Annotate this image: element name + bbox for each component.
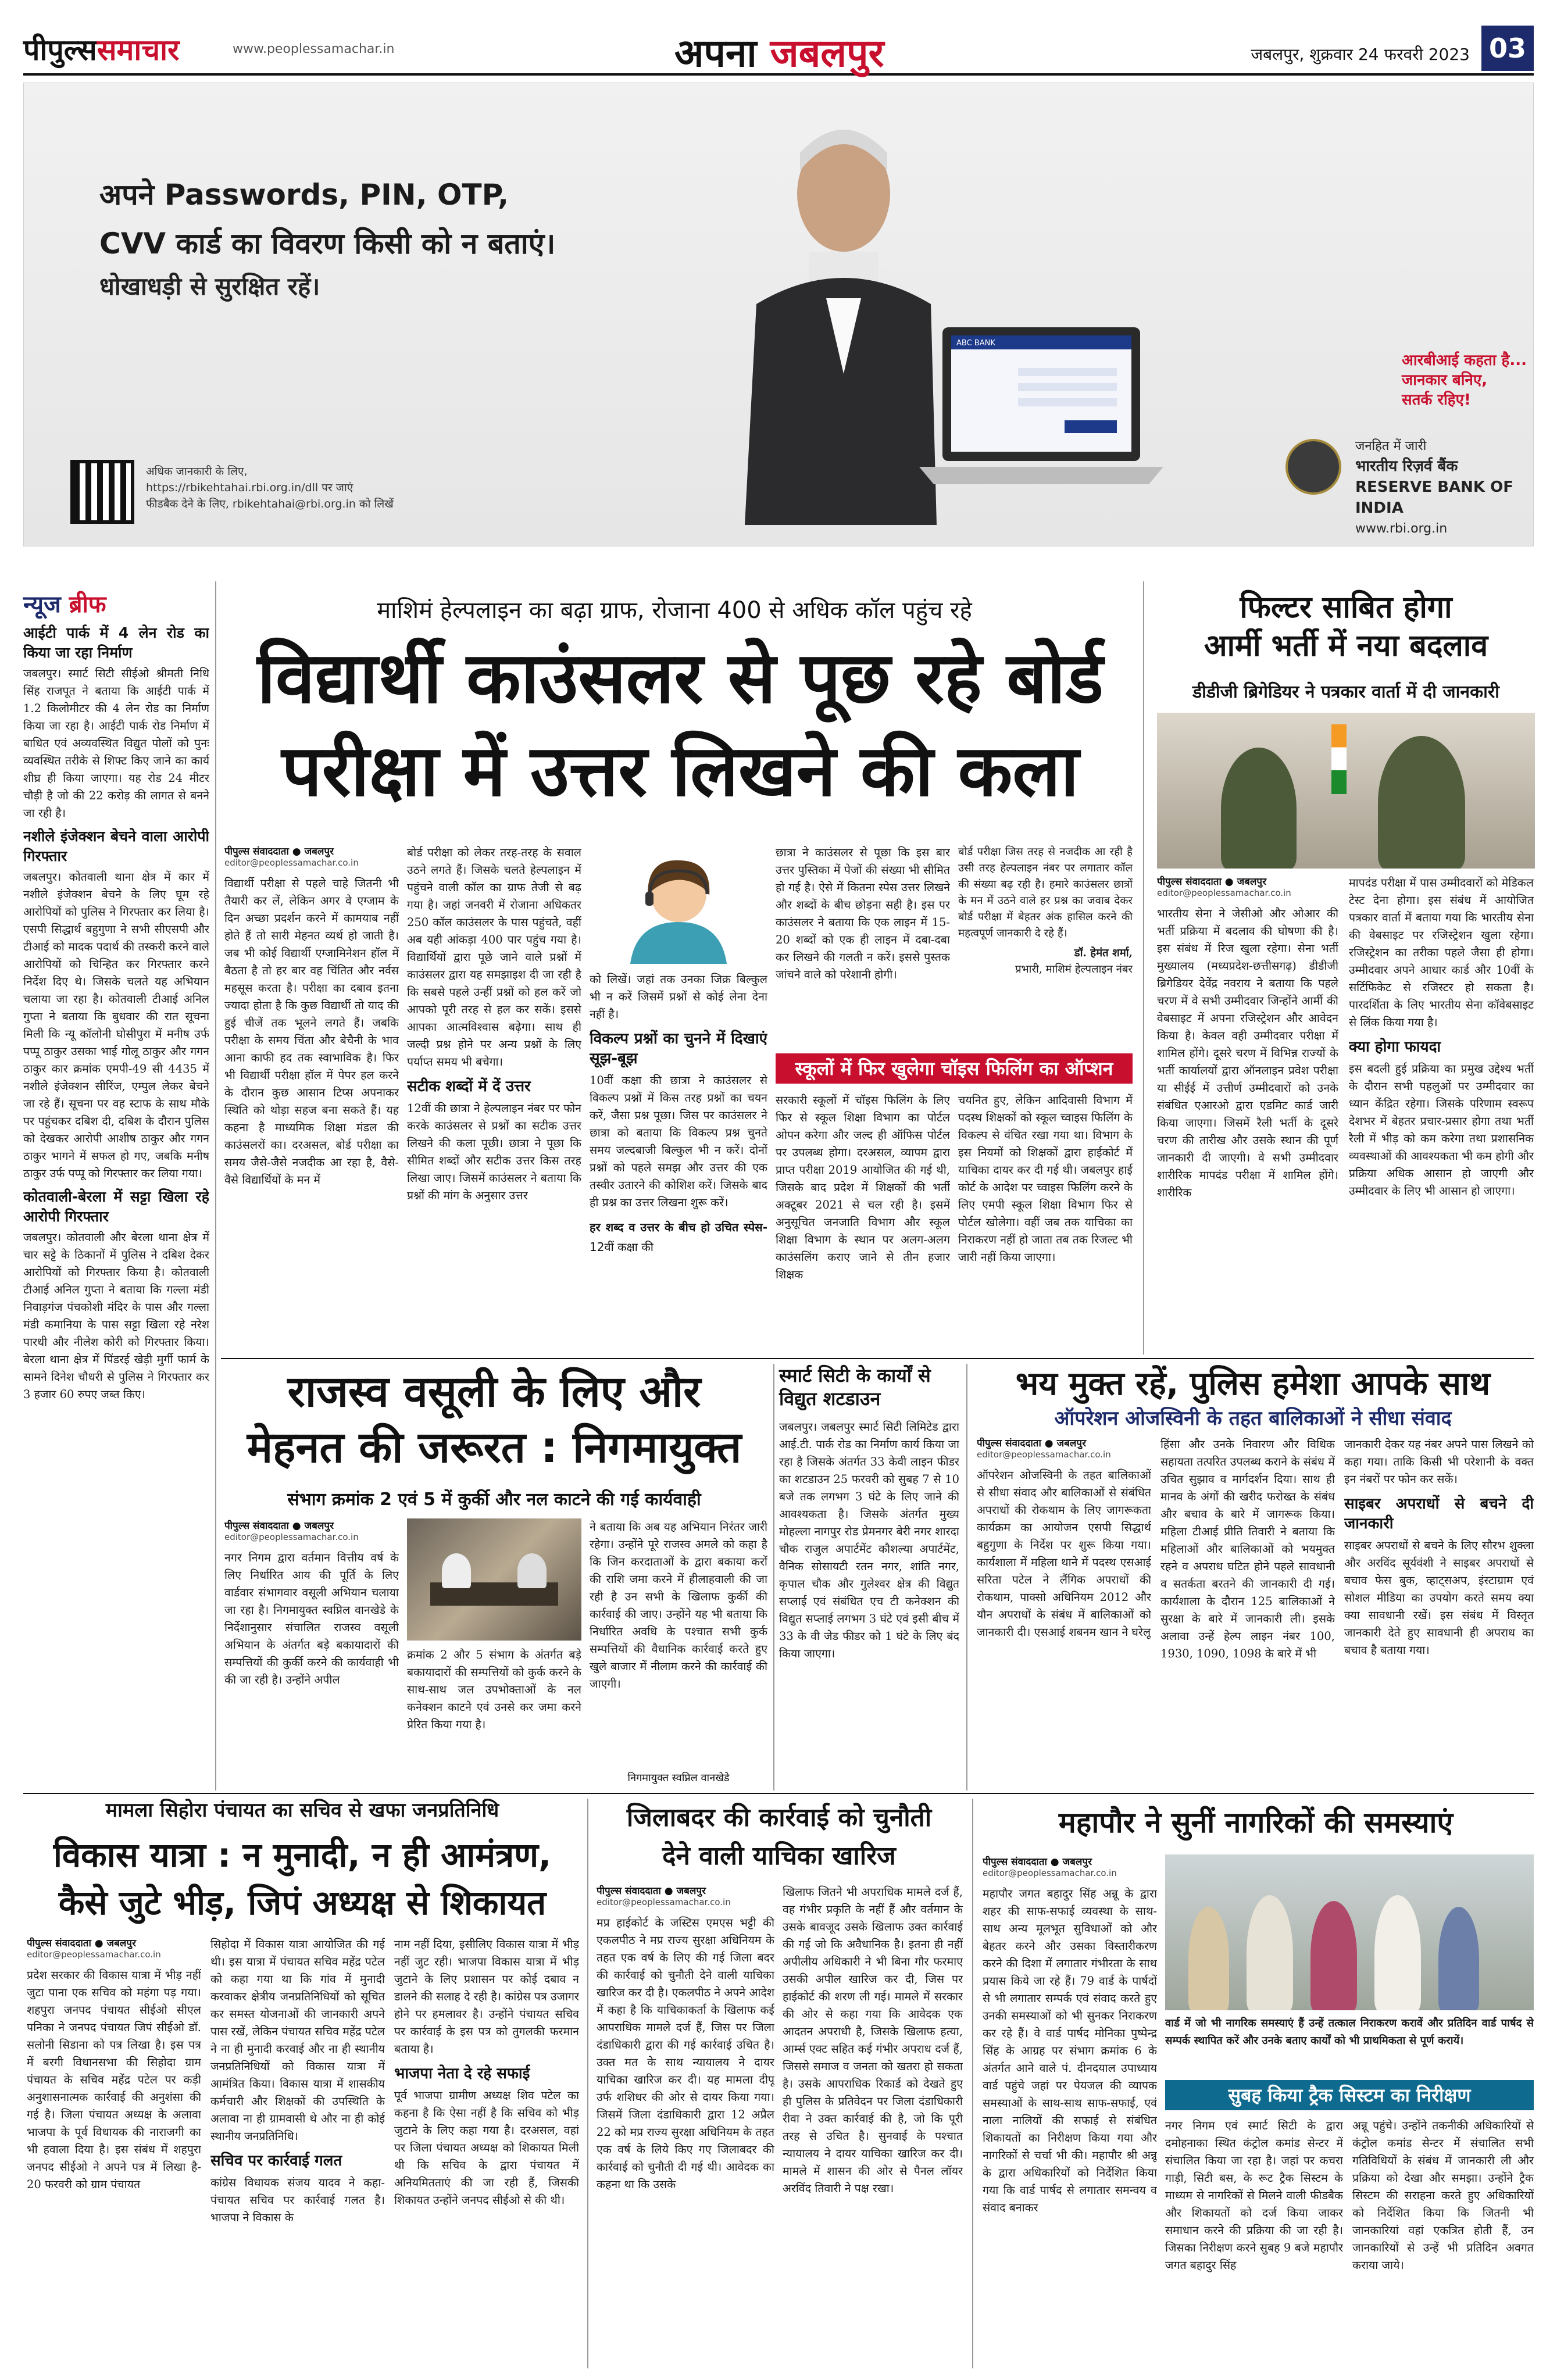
police-byline-text: पीपुल्स संवाददाता ● जबलपुर	[977, 1438, 1087, 1449]
police-col-2	[1160, 1436, 1335, 1786]
sihora-subhead: सचिव पर कार्रवाई गलत	[210, 2152, 342, 2170]
army-headline	[1157, 588, 1535, 665]
column-divider	[972, 1799, 973, 2368]
lead-email[interactable]: editor@peoplessamachar.co.in	[224, 857, 359, 868]
mascot-line-1: आरबीआई कहता है...	[1402, 352, 1527, 369]
rbi-advertisement[interactable]	[23, 83, 1534, 546]
crowd-figure	[1188, 1907, 1229, 2010]
mayor-col-1-text: महापौर जगत बहादुर सिंह अन्नू के द्वारा शहर की साफ-सफाई व्यवस्था के साथ-साथ अन्य मूलभूत सुविधाओं को और बेहतर करने और उसका विस्तारीकरण करने की दिशा में लगातार गंभीरता के साथ प्रयास किये जा रहे हैं। 79 वार्ड के पार्षदों से भी लगातार सम्पर्क एवं संवाद करते हुए उनकी समस्याओं को भी सुनकर निराकरण कर रहे हैं। वे वार्ड पार्षद मोनिका पुष्पेन्द्र सिंह के आग्रह पर संभाग क्रमांक 6 के अंतर्गत आने वाले पं. दीनदयाल उपाध्याय वार्ड पहुंचे जहां पर पेयजल की व्यापक समस्याओं के साथ-साथ साफ-सफाई, एवं नाला नालियों की सफाई से संबंधित शिकायतों का निरीक्षण किया गया और नागरिकों से चर्चा भी की। महापौर श्री अन्नू के द्वारा अधिकारियों को निर्देशित किया गया कि वार्ड पार्षद से लगातार समन्वय व संवाद बनाकर	[983, 1887, 1157, 2214]
mascot-line-3: सतर्क रहिए!	[1402, 391, 1471, 409]
section-title-a: अपना	[674, 31, 757, 76]
revenue-col-3	[590, 1518, 767, 1768]
revenue-meeting-photo	[407, 1518, 581, 1641]
brief-title-1: आईटी पार्क में 4 लेन रोड का किया जा रहा निर्माण	[23, 624, 209, 661]
laptop-image	[919, 327, 1163, 502]
brief-body-3: जबलपुर। कोतवाली और बेरला थाना क्षेत्र में चार सट्टे के ठिकानों में पुलिस ने दबिश देकर आरोपियों को गिरफ्तार किया है। कोतवाली टीआई अनिल गुप्ता ने बताया कि गल्ला मंडी निवाड़गंज पंचकोशी मंदिर के पास और गल्ला मंडी कमानिया के पास सट्टा खिला रहे नरेश पारधी और नीलेश कोरी को गिरफ्तार किया। बेरला थाना क्षेत्र में पिंडरई खेड़ी मुर्गी फार्म के सामने दिनेश चौधरी से पुलिस ने गिरफ्तार कर 3 हजार 60 रुपए जब्त किए।	[23, 1231, 209, 1401]
mascot-caption	[1402, 351, 1527, 410]
brief-head-b: ब्रीफ	[69, 591, 106, 618]
lead-subhead-3	[590, 1217, 767, 1257]
revenue-byline	[224, 1518, 399, 1542]
newspaper-logo[interactable]	[23, 29, 180, 69]
lead-quote-box	[958, 844, 1133, 1048]
section-divider	[221, 1358, 1534, 1359]
sihora-headline-1: विकास यात्रा : न मुनादी, न ही आमंत्रण,	[53, 1835, 552, 1875]
sihora-col-2	[210, 1936, 385, 2368]
jila-badar-byline	[597, 1884, 774, 1907]
police-subheadline: ऑपरेशन ओजस्विनी के तहत बालिकाओं ने सीधा संवाद	[1054, 1407, 1452, 1430]
army-byline-text: पीपुल्स संवाददाता ● जबलपुर	[1157, 876, 1267, 888]
army-subhead: क्या होगा फायदा	[1349, 1038, 1441, 1056]
ad-line-1: अपने Passwords, PIN, OTP,	[99, 178, 509, 212]
mayor-col-1	[983, 1854, 1157, 2368]
lead-headline	[221, 631, 1140, 817]
lead-byline	[224, 844, 399, 868]
revenue-headline-1: राजस्व वसूली के लिए और	[287, 1367, 701, 1417]
ad-headline	[99, 170, 555, 268]
choice-filling-headline: स्कूलों में फिर खुलेगा चॉइस फिलिंग का ऑप्शन	[776, 1053, 1133, 1084]
sihora-col-3-text: नाम नहीं दिया, इसीलिए विकास यात्रा में भीड़ नहीं जुट रही। भाजपा विकास यात्रा में भीड़ जुटाने के लिए प्रशासन पर कोई दबाव न डालने की सलाह दे रही है। कांग्रेस पत्र उजागर होने पर हमलावर है। उन्होंने पंचायत सचिव पर कार्रवाई के इस पत्र को तुगलकी फरमान बताया है।	[394, 1938, 579, 2056]
logo-text-b: समाचार	[97, 33, 180, 67]
info-line-3[interactable]: फीडबैक देने के लिए, rbikehtahai@rbi.org.in को लिखें	[146, 498, 394, 510]
mayor-headline: महापौर ने सुनीं नागरिकों की समस्याएं	[1058, 1806, 1454, 1839]
sihora-col-1	[27, 1936, 201, 2368]
mayor-email[interactable]: editor@peoplessamachar.co.in	[983, 1868, 1117, 1878]
mayor-col-2-text: नगर निगम एवं स्मार्ट सिटी के द्वारा दमोहनाका स्थित कंट्रोल कमांड सेन्टर में संचालित किया जा रहा है। जहां पर कचरा गाड़ी, सिटी बस, के रूट ट्रैक सिस्टम के माध्यम से नागरिकों से मिलने वाली फीडबैक और शिकायतों को दर्ज किया जाकर समाधान करने की प्रक्रिया की जा रही है। जिसका निरीक्षण करने सुबह 9 बजे महापौर जगत बहादुर सिंह	[1165, 2119, 1343, 2272]
section-title	[674, 26, 884, 78]
army-subheadline: डीडीजी ब्रिगेडियर ने पत्रकार वार्ता में दी जानकारी	[1192, 682, 1499, 702]
sihora-col-3	[394, 1936, 579, 2368]
jila-badar-col-2	[783, 1884, 963, 2368]
logo-text-a: पीपुल्स	[23, 33, 97, 67]
lead-col-3b-text: 10वीं कक्षा की छात्रा ने काउंसलर से विकल्प प्रश्नों में किस तरह प्रश्नों का चयन करें, जैसा प्रश्न पूछा। जिस पर काउंसलर ने छात्रा को बताया कि विकल्प प्रश्न चुनते समय जल्दबाजी बिल्कुल भी न करें। दोनों प्रश्नों को पहले समझ और उत्तर की एक तस्वीर उतारने की कोशिश करें। जिसके बाद ही प्रश्न का उत्तर लिखना शुरू करें।	[590, 1074, 767, 1209]
smart-city-headline: स्मार्ट सिटी के कार्यों से विद्युत शटडाउन	[779, 1364, 931, 1410]
issuer-url[interactable]: www.rbi.org.in	[1355, 521, 1448, 536]
choice-filling-col-1	[776, 1092, 950, 1350]
police-headline: भय मुक्त रहें, पुलिस हमेशा आपके साथ	[1015, 1365, 1491, 1403]
mayor-byline-text: पीपुल्स संवाददाता ● जबलपुर	[983, 1856, 1092, 1868]
revenue-col-2	[407, 1646, 581, 1786]
spokesperson-image	[745, 106, 937, 525]
track-system-headline: सुबह किया ट्रैक सिस्टम का निरीक्षण	[1165, 2080, 1534, 2110]
revenue-headline-2: मेहनत की जरूरत : निगमायुक्त	[247, 1423, 742, 1473]
police-subhead: साइबर अपराधों से बचने दी जानकारी	[1344, 1495, 1534, 1532]
police-col-3-text: जानकारी देकर यह नंबर अपने पास लिखने को कहा गया। ताकि किसी भी परेशानी के वक्त इन नंबरों पर फोन कर सकें।	[1344, 1438, 1534, 1486]
police-col-2-text: हिंसा और उनके निवारण और विधिक सहायता तत्परित उपलब्ध कराने के संबंध में उचित सुझाव व मार्गदर्शन दिया। साथ ही मानव के अंगों की खरीद फरोख्त के संबंध और बचाव के बारे में जागरूक किया। महिला टीआई प्रीति तिवारी ने बताया कि महिलाओं और बालिकाओं को भयमुक्त रहने व अपराध घटित होने पहले सावधानी व सतर्कता बरतने की जानकारी दी गई। कार्यशाला के दौरान 125 बालिकाओं ने सुरक्षा के बारे में जानकारी ली। इसके अलावा उन्हें हेल्प लाइन नंबर 100, 1930, 1090, 1098 के बारे में भी	[1160, 1438, 1335, 1660]
army-byline	[1157, 874, 1338, 898]
site-url[interactable]: www.peoplessamachar.in	[233, 42, 395, 56]
mayor-col-2	[1165, 2117, 1343, 2368]
lead-kicker: माशिमं हेल्पलाइन का बढ़ा ग्राफ, रोजाना 400 से अधिक कॉल पहुंच रहे	[377, 597, 972, 624]
sihora-col-2b-text: कांग्रेस विधायक संजय यादव ने कहा- पंचायत सचिव पर कार्रवाई गलत है। भाजपा ने विकास के	[210, 2176, 385, 2224]
qr-code-icon[interactable]	[70, 460, 134, 524]
lead-col-1	[224, 844, 399, 1350]
flag-icon	[1331, 724, 1347, 794]
issue-date: जबलपुर, शुक्रवार 24 फरवरी 2023	[1251, 45, 1470, 64]
police-col-3	[1344, 1436, 1534, 1786]
jila-badar-headline	[593, 1799, 965, 1875]
revenue-col-1-text: नगर निगम द्वारा वर्तमान वित्तीय वर्ष के लिए निर्धारित आय की पूर्ति के लिए वार्डवार संभागवार वसूली अभियान चलाया जा रहा है। निगमायुक्त स्वप्निल वानखेडे के निर्देशानुसार संचालित राजस्व वसूली अभियान के अंतर्गत बड़े बकायादारों की सम्पत्तियों की कुर्की करने की कार्यवाही भी की जा रही है। उन्होंने अपील	[224, 1551, 399, 1686]
mayor-col-3	[1352, 2117, 1534, 2368]
page-number: 03	[1481, 26, 1534, 71]
mayor-col-3-text: अन्नू पहुंचे। उन्होंने तकनीकी अधिकारियों से कंट्रोल कमांड सेन्टर में संचालित सभी गतिविधियों के संबंध में जानकारी ली और प्रक्रिया को देखा और समझा। उन्होंने ट्रैक सिस्टम की सराहना करते हुए अधिकारियों को निर्देशित किया कि जितनी भी जानकारियां वहां एकत्रित होती हैं, उन जानकारियों से उन्हें भी प्रतिदिन अवगत कराया जाये।	[1352, 2119, 1534, 2272]
mayor-caption-text: वार्ड में जो भी नागरिक समस्याएं हैं उन्हें तत्काल निराकरण करावें और प्रतिदिन वार्ड पार्षद से सम्पर्क स्थापित करें और उनके बताए कार्यों को भी प्राथमिकता से पूर्ण करायें।	[1165, 2017, 1534, 2047]
rbi-seal-icon	[1285, 439, 1341, 495]
army-press-photo	[1157, 713, 1535, 869]
lead-col-3	[590, 971, 767, 1350]
sihora-col-1-text: प्रदेश सरकार की विकास यात्रा में भीड़ नहीं जुटा पाना एक सचिव को महंगा पड़ गया। शहपुरा जनपद पंचायत सीईओ सीएल पनिका ने जनपद पंचायत जिपं सीईओ डॉ. सलोनी सिडाना को पत्र लिखा है। इस पत्र में बरगी विधानसभा की सिहोदा ग्राम पंचायत के सचिव महेंद्र पटेल पर कड़ी अनुशासनात्मक कार्रवाई की अनुशंसा की गई है। जिला पंचायत अध्यक्ष के अलावा भाजपा के पूर्व विधायक की नाराजगी का भी हवाला दिया है। इस संबंध में शहपुरा जनपद सीईओ ने अपने पत्र में लिखा है- 20 फरवरी को ग्राम पंचायत	[27, 1968, 201, 2191]
ad-line-2: CVV कार्ड का विवरण किसी को न बताएं।	[99, 227, 556, 260]
crowd-figure	[1374, 1895, 1421, 2010]
lead-quote-text: बोर्ड परीक्षा जिस तरह से नजदीक आ रही है उसी तरह हेल्पलाइन नंबर पर लगातार कॉल की संख्या बढ़ रही है। हमारे काउंसलर छात्रों के मन में उठने वाले हर प्रश्न का जवाब देकर बोर्ड परीक्षा में बेहतर अंक हासिल करने की महत्वपूर्ण जानकारी दे रहे हैं।	[958, 846, 1133, 939]
lead-subhead-2: विकल्प प्रश्नों का चुनने में दिखाएं सूझ-बूझ	[590, 1030, 767, 1067]
smart-city-body	[779, 1418, 959, 1786]
column-divider	[215, 581, 216, 1791]
police-byline	[977, 1436, 1151, 1460]
revenue-email[interactable]: editor@peoplessamachar.co.in	[224, 1532, 359, 1542]
army-col-2	[1349, 874, 1534, 1351]
lead-col-4	[776, 844, 950, 1048]
lead-subhead-3-text: हर शब्द व उत्तर के बीच हो उचित स्पेस-	[590, 1220, 767, 1234]
officer-figure	[1221, 748, 1297, 869]
brief-body-1: जबलपुर। स्मार्ट सिटी सीईओ श्रीमती निधि सिंह राजपूत ने बताया कि आईटी पार्क में 1.2 किलोमीटर की 4 लेन रोड का निर्माण किया जा रहा है। आईटी पार्क रोड निर्माण में बाधित एवं अव्यवस्थित विद्युत पोलों को पुनः व्यवस्थित तरीके से शिफ्ट किए जाने का कार्य शीघ्र ही किया जाएगा। यह रोड 24 मीटर चौड़ी है जो की 22 करोड़ की लागत से बनने जा रही है।	[23, 667, 209, 820]
info-line-2[interactable]: https://rbikehtahai.rbi.org.in/dll पर जाएं	[146, 481, 353, 494]
jila-badar-col-2-text: खिलाफ जितने भी अपराधिक मामले दर्ज हैं, वह गंभीर प्रकृति के नहीं हैं और वर्तमान के उसके बावजूद उसके खिलाफ उक्त कार्रवाई की गई जो कि अवैधानिक है। इतना ही नहीं अपीलीय अधिकारी ने भी बिना गौर फरमाए उसकी अपील खारिज कर दी, जिस पर हाईकोर्ट की शरण ली गई। मामले में सरकार की ओर से कहा गया कि आवेदक एक आदतन अपराधी है, जिसके खिलाफ हत्या, आर्म्स एक्ट सहित कई गंभीर अपराध दर्ज हैं, जिससे समाज व जनता को खतरा हो सकता है। उसके आपराधिक रिकार्ड को देखते हुए ही पुलिस के प्रतिवेदन पर जिला दंडाधिकारी रीवा ने उक्त कार्रवाई की है, जो कि पूरी तरह से उचित है। सुनवाई के पश्चात न्यायालय ने दायर याचिका खारिज कर दी। मामले में शासन की ओर से पैनल लॉयर अरविंद तिवारी ने पक्ष रखा।	[783, 1885, 963, 2195]
ad-line-3: धोखाधड़ी से सुरक्षित रहें।	[99, 272, 320, 301]
attendee-figure	[442, 1553, 471, 1588]
army-col-1-text: भारतीय सेना ने जेसीओ और ओआर की भर्ती प्रक्रिया में बदलाव की घोषणा की है। इस संबंध में रिज खुला रहेगा। सेना भर्ती मुख्यालय (मध्यप्रदेश-छत्तीसगढ़) डीडीजी ब्रिगेडियर देवेंद्र नवराय ने बताया कि पहले चरण में वे सभी उम्मीदवार जिन्होंने आर्मी की वेबसाइट में अपना रजिस्ट्रेशन और आवेदन किया है। केवल वही उम्मीदवार परीक्षा में शामिल होंगे। दूसरे चरण में विभिन्न राज्यों के भर्ती कार्यालयों द्वारा ऑनलाइन प्रवेश परीक्षा या सीईई में उत्तीर्ण उम्मीदवारों को उनके संबंधित एआरओ द्वारा एडमिट कार्ड जारी किया जाएगा। जिसमें रैली भर्ती के दूसरे चरण की तारीख और उसके स्थान की पूर्ण जानकारी दी जाएगी। वे सभी उम्मीदवार शारीरिक मापदंड परीक्षा में शामिल होंगे। शारीरिक	[1157, 907, 1338, 1199]
choice-filling-col-2	[958, 1092, 1133, 1350]
column-divider	[773, 1364, 774, 1791]
lead-col-2	[407, 844, 581, 1350]
mascot-line-2: जानकार बनिए,	[1402, 371, 1488, 389]
lead-col-3c-text: 12वीं कक्षा की	[590, 1240, 653, 1254]
sihora-subhead-2: भाजपा नेता दे रहे सफाई	[394, 2065, 530, 2082]
mayor-photo-caption	[1165, 2015, 1534, 2075]
lead-subhead-1: सटीक शब्दों में दें उत्तर	[407, 1078, 531, 1095]
army-col-1	[1157, 874, 1338, 1351]
army-email[interactable]: editor@peoplessamachar.co.in	[1157, 888, 1291, 898]
sihora-col-2-text: सिहोदा में विकास यात्रा आयोजित की गई थी। इस यात्रा में पंचायत सचिव महेंद्र पटेल को कहा गया था कि गांव में मुनादी करवाकर क्षेत्रीय जनप्रतिनिधियों को सूचित कर समस्त योजनाओं की जानकारी अपने पास रखें, लेकिन पंचायत सचिव महेंद्र पटेल ने ना ही मुनादी करवाई और ना ही स्थानीय जनप्रतिनिधियों को विकास यात्रा में आमंत्रित किया। विकास यात्रा में शासकीय कर्मचारी और शिक्षकों की उपस्थिति के अलावा ना ही ग्रामवासी थे और ना ही कोई स्थानीय जनप्रतिनिधि।	[210, 1938, 385, 2143]
officer-figure	[1378, 736, 1465, 869]
lead-col-2b-text: 12वीं की छात्रा ने हेल्पलाइन नंबर पर फोन करके काउंसलर से प्रश्नों का सटीक उत्तर लिखने की कला पूछी। छात्रा ने पूछा कि सीमित शब्दों और सटीक उत्तर किस तरह लिखा जाए। जिसमें काउंसलर ने बताया कि प्रश्नों की मांग के अनुसार उत्तर	[407, 1102, 581, 1202]
news-brief-heading	[23, 587, 209, 619]
sihora-email[interactable]: editor@peoplessamachar.co.in	[27, 1949, 161, 1960]
army-headline-1: फिल्टर साबित होगा	[1240, 590, 1452, 625]
laptop-bank-name: ABC BANK	[956, 339, 995, 348]
lead-byline-text: पीपुल्स संवाददाता ● जबलपुर	[224, 846, 334, 857]
jila-badar-col-1	[597, 1884, 774, 2368]
sihora-kicker: मामला सिहोरा पंचायत का सचिव से खफा जनप्रतिनिधि	[105, 1799, 499, 1822]
issuer-name-hindi: भारतीय रिज़र्व बैंक	[1355, 458, 1458, 475]
column-divider	[587, 1799, 588, 2368]
lead-headline-2: परीक्षा में उत्तर लिखने की कला	[281, 730, 1079, 812]
mayor-byline	[983, 1854, 1157, 1878]
army-col-2b-text: इस बदली हुई प्रक्रिया का प्रमुख उद्देश्य भर्ती के दौरान सभी पहलुओं पर उम्मीदवार का ध्यान केंद्रित रहेगा। जिसके परिणाम स्वरूप देशभर में बेहतर प्रचार-प्रसार होगा तथा भर्ती रैली में भीड़ को कम करेगा तथा प्रशासनिक व्यवस्थाओं की आवश्यकता भी कम होगी और प्रक्रिया अधिक आसान हो जाएगी और उम्मीदवार के लिए भी आसान हो जाएगा।	[1349, 1062, 1534, 1198]
revenue-photo-caption: निगमायुक्त स्वप्निल वानखेडे	[627, 1772, 730, 1784]
crowd-figure	[1247, 1895, 1293, 2010]
sihora-headline	[23, 1831, 581, 1927]
revenue-col-3-text: ने बताया कि अब यह अभियान निरंतर जारी रहेगा। उन्होंने पूरे राजस्व अमले को कहा है कि जिन करदाताओं के द्वारा बकाया करों की राशि जमा करने में हीलाहवाली की जा रही है उन सभी के खिलाफ कुर्की की कार्रवाई की जाए। उन्होंने यह भी बताया कि निर्धारित अवधि के पश्चात सभी कुर्क सम्पत्तियों की वैधानिक कार्रवाई करते हुए खुले बाजार में नीलाम करने की कार्रवाई की जाएगी।	[590, 1520, 767, 1691]
attendee-figure	[517, 1553, 547, 1588]
choice-filling-col-1-text: सरकारी स्कूलों में चॉइस फिलिंग के लिए फिर से स्कूल शिक्षा विभाग का पोर्टल ओपन करेगा और जल्द ही ऑफिस पोर्टल पर उपलब्ध होगा। दरअसल, व्यापम द्वारा प्राप्त परीक्षा 2019 आयोजित की गई थी, जिसके बाद प्रदेश में शिक्षकों की भर्ती अक्टूबर 2021 से चल रही है। इसमें अनुसूचित जनजाति विभाग और स्कूल शिक्षा विभाग के स्थान पर अलग-अलग काउंसलिंग कराए जाने से तीन हजार शिक्षक	[776, 1093, 950, 1281]
issuer-name-english: RESERVE BANK OF INDIA	[1355, 478, 1513, 517]
police-col-1-text: ऑपरेशन ओजस्विनी के तहत बालिकाओं से सीधा संवाद और बालिकाओं से संबंधित अपराधों की रोकथाम के लिए जागरूकता कार्यक्रम का आयोजन एसपी सिद्धार्थ बहुगुणा के निर्देश पर शुरू किया गया। कार्यशाला में महिला थाने में पदस्थ एसआई सरिता पटेल ने लैंगिक अपराधों की रोकथाम, पाक्सो अधिनियम 2012 और यौन अपराधों के संबंध में बालिकाओं को जानकारी दी। एसआई शबनम खान ने घरेलू	[977, 1468, 1151, 1639]
revenue-col-2-text: क्रमांक 2 और 5 संभाग के अंतर्गत बड़े बकायादारों की सम्पत्तियों को कुर्क करने के साथ-साथ जल उपभोक्ताओं के नल कनेक्शन काटने एवं उनसे कर जमा करने प्रेरित किया गया है।	[407, 1648, 581, 1731]
section-title-b: जबलपुर	[770, 31, 884, 76]
column-divider	[1143, 581, 1144, 1355]
police-col-1	[977, 1436, 1151, 1786]
mayor-visit-photo	[1165, 1854, 1534, 2010]
column-divider	[966, 1364, 967, 1791]
sihora-byline-text: पीपुल्स संवाददाता ● जबलपुर	[27, 1938, 137, 1949]
lead-col-4-text: छात्रा ने काउंसलर से पूछा कि इस बार उत्तर पुस्तिका में पेजों की संख्या भी सीमित हो गई है। ऐसे में कितना स्पेस उत्तर लिखने और शब्दों के बीच छोड़ना सही है। इस पर काउंसलर ने बताया कि एक लाइन में 15-20 शब्दों को एक ही लाइन में दबा-दबा कर लिखने की गलती न करें। इससे पुस्तक जांचने वाले को परेशानी होगी।	[776, 846, 950, 981]
sihora-byline	[27, 1936, 201, 1960]
lead-col-2-text: बोर्ड परीक्षा को लेकर तरह-तरह के सवाल उठने लगते हैं। जिसके चलते हेल्पलाइन में पहुंचने वाली कॉल का ग्राफ तेजी से बढ़ गया है। जहां जनवरी में रोजाना अधिकतर 250 कॉल काउंसलर के पास पहुंचते, वहीं अब यही आंकड़ा 400 पार पहुंच गया है। विद्यार्थियों द्वारा पूछे जाने वाले प्रश्नों में काउंसलर द्वारा यह समझाइश दी जा रही है कि सबसे पहले उन्हीं प्रश्नों को हल करें जो आपको पूरी तरह से हल कर सकें। इससे आपका आत्मविश्वास बढ़ेगा। साथ ही जल्दी प्रश्न होने पर अन्य प्रश्नों के लिए पर्याप्त समय भी बचेगा।	[407, 846, 581, 1069]
army-headline-2: आर्मी भर्ती में नया बदलाव	[1204, 628, 1488, 663]
ad-contact-info	[146, 463, 394, 512]
jila-badar-byline-text: पीपुल्स संवाददाता ● जबलपुर	[597, 1885, 706, 1897]
revenue-byline-text: पीपुल्स संवाददाता ● जबलपुर	[224, 1520, 334, 1532]
quote-author: डॉ. हेमंत शर्मा,	[1074, 947, 1133, 959]
brief-head-a: न्यूज	[23, 591, 69, 618]
lead-col-3a-text: को लिखें। जहां तक उनका जिक्र बिल्कुल भी न करें जिसमें प्रश्नों से कोई लेना देना नहीं है।	[590, 973, 767, 1021]
news-brief-column	[23, 619, 209, 1787]
issuer-note: जनहित में जारी	[1355, 439, 1427, 453]
jila-badar-col-1-text: मप्र हाईकोर्ट के जस्टिस एमएस भट्टी की एकलपीठ ने मप्र राज्य सुरक्षा अधिनियम के तहत एक वर्ष के लिए की गई जिला बदर की कार्रवाई को चुनौती देने वाली याचिका खारिज कर दी है। एकलपीठ ने अपने आदेश में कहा है कि याचिकाकर्ता के खिलाफ कई आपराधिक मामले दर्ज हैं, जिस पर जिला दंडाधिकारी द्वारा की गई कार्रवाई उचित है। उक्त मत के साथ न्यायालय ने दायर याचिका खारिज कर दी। यह मामला दीपू उर्फ शशिधर की ओर से दायर किया गया। जिसमें जिला दंडाधिकारी द्वारा 12 अप्रैल 22 को मप्र राज्य सुरक्षा अधिनियम के तहत एक वर्ष के लिये किए गए जिलाबदर की कार्रवाई को चुनौती दी गई थी। आवेदक का कहना था कि उसके	[597, 1916, 774, 2191]
police-col-3b-text: साइबर अपराधों से बचने के लिए सौरभ शुक्ला और अरविंद सूर्यवंशी ने साइबर अपराधों से बचाव फेस बुक, व्हाट्सअप, इंस्टाग्राम एवं सोशल मीडिया का उपयोग करते समय क्या क्या सावधानी रखें। इस संबंध में विस्तृत जानकारी देते हुए सावधानी ही अपराध का बचाव है बताया गया।	[1344, 1539, 1534, 1657]
brief-body-2: जबलपुर। कोतवाली थाना क्षेत्र में कार में नशीले इंजेक्शन बेचने के लिए घूम रहे आरोपियों को पुलिस ने गिरफ्तार कर लिया है। एसपी सिद्धार्थ बहुगुणा ने सभी सीएसपी और टीआई को मादक पदार्थ की तस्करी करने वाले आरोपियों को चिन्हित कर गिरफ्तार करने निर्देश दिए थे। जिसके चलते यह अभियान चलाया जा रहा है। कोतवाली टीआई अनिल गुप्ता ने बताया कि बुधवार की रात सूचना मिली कि न्यू कॉलोनी घोसीपुरा में मनीष उर्फ पप्पू ठाकुर उसका भाई गोलू ठाकुर और गगन ठाकुर कार क्रमांक एमपी-49 सी 4435 में नशीले इंजेक्शन सीरिंज, एम्पुल लेकर बेचने जा रहे हैं। सूचना पर वह स्टाफ के साथ मौके पर पहुंचकर दबिश दी, दबिश के दौरान पुलिस को देखकर आरोपी आशीष ठाकुर और गगन ठाकुर भागने में सफल हो गए, जबकि मनीष ठाकुर उर्फ पप्पू को गिरफ्तार कर लिया गया।	[23, 870, 209, 1180]
jila-badar-headline-2: देने वाली याचिका खारिज	[662, 1841, 896, 1871]
revenue-subheadline: संभाग क्रमांक 2 एवं 5 में कुर्की और नल काटने की गई कार्यवाही	[287, 1489, 701, 1510]
smart-city-body-text: जबलपुर। जबलपुर स्मार्ट सिटी लिमिटेड द्वारा आई.टी. पार्क रोड का निर्माण कार्य किया जा रहा है जिसके अंतर्गत 33 केवी लाइन फीडर का शटडाउन 25 फरवरी को सुबह 7 से 10 बजे तक लगभग 3 घंटे के लिए जाने की आवश्यकता है। जिसके अंतर्गत मुख्य मोहल्ला नागपुर रोड प्रेमनगर बेरी नगर शारदा चौक राजुल अपार्टमेंट कौशल्या अपार्टमेंट, वैनिक सोसायटी रतन नगर, शांति नगर, कृपाल चौक और गुलेश्वर क्षेत्र की विद्युत सप्लाई एवं संबंधित एच टी कनेक्शन की विद्युत सप्लाई लगभग 3 घंटे एवं इसी बीच में 33 के वी जेड फीडर को 1 घंटे के लिए बंद किया जाएगा।	[779, 1420, 959, 1660]
police-email[interactable]: editor@peoplessamachar.co.in	[977, 1449, 1111, 1460]
revenue-headline	[221, 1364, 767, 1475]
crowd-figure	[1310, 1901, 1357, 2010]
masthead	[23, 23, 1534, 76]
revenue-col-1	[224, 1518, 399, 1786]
sihora-col-3b-text: पूर्व भाजपा ग्रामीण अध्यक्ष शिव पटेल का कहना है कि ऐसा नहीं है कि सचिव को भीड़ जुटाने के लिए कहा गया है। दरअसल, वहां पर जिला पंचायत अध्यक्ष को शिकायत मिली थी कि सचिव के द्वारा पंचायत में अनियमितताएं की जा रही हैं, जिसकी शिकायत उन्होंने जनपद सीईओ से की थी।	[394, 2089, 579, 2207]
quote-author-role: प्रभारी, माशिमं हेल्पलाइन नंबर	[1015, 963, 1133, 975]
lead-headline-1: विद्यार्थी काउंसलर से पूछ रहे बोर्ड	[257, 637, 1104, 719]
choice-filling-col-2-text: चयनित हुए, लेकिन आदिवासी विभाग में पदस्थ शिक्षकों को स्कूल च्वाइस फिलिंग के विकल्प से वंचित रखा गया था। विभाग के इस नियमों को शिक्षकों द्वारा हाईकोर्ट में याचिका दायर कर दी गई थी। जबलपुर हाई कोर्ट के आदेश पर च्वाइस फिलिंग करने के लिए एमपी स्कूल शिक्षा विभाग फिर से पोर्टल खोलेगा। वहीं जब तक याचिका का निराकरण नहीं हो जाता तब तक रिजल्ट भी जारी नहीं किया जाएगा।	[958, 1093, 1133, 1264]
lead-col-1-text: विद्यार्थी परीक्षा से पहले चाहे जितनी भी तैयारी कर लें, लेकिन अगर वे एग्जाम के दिन अच्छा प्रदर्शन करने में कामयाब नहीं होते हैं तो सारी मेहनत व्यर्थ हो जाती है। जब भी कोई विद्यार्थी एग्जामिनेशन हॉल में बैठता है तो हर बार वह चिंतित और नर्वस महसूस करता है। परीक्षा का दबाव इतना ज्यादा होता है कि कुछ विद्यार्थी तो याद की हुई चीजें तक भूलने लगते हैं। जबकि परीक्षा के समय चिंता और बेचैनी के भाव आना काफी हद तक स्वाभाविक है। फिर भी विद्यार्थी परीक्षा हॉल में पेपर हल करने के दौरान कुछ आसान टिप्स अपनाकर स्थिति को थोड़ा सहज बना सकते हैं। यह कहना है माध्यमिक शिक्षा मंडल की काउंसलरों का। दरअसल, बोर्ड परीक्षा का समय जैसे-जैसे नजदीक आ रहा है, वैसे-वैसे विद्यार्थियों के मन में	[224, 877, 399, 1187]
ad-issuer	[1355, 437, 1533, 539]
crowd-figure	[1438, 1907, 1479, 2010]
jila-badar-email[interactable]: editor@peoplessamachar.co.in	[597, 1897, 731, 1907]
info-line-1: अधिक जानकारी के लिए,	[146, 465, 248, 478]
brief-title-3: कोतवाली-बेरला में सट्टा खिला रहे आरोपी गिरफ्तार	[23, 1188, 209, 1225]
jila-badar-headline-1: जिलाबदर की कार्रवाई को चुनौती	[626, 1803, 932, 1832]
brief-title-2: नशीले इंजेक्शन बेचने वाला आरोपी गिरफ्तार	[23, 828, 209, 864]
section-divider	[23, 1793, 1534, 1794]
counsellor-illustration	[590, 848, 767, 964]
army-col-2-text: मापदंड परीक्षा में पास उम्मीदवारों को मेडिकल टेस्ट देना होगा। इस संबंध में आयोजित पत्रकार वार्ता में बताया गया कि भारतीय सेना की वेबसाइट पर रजिस्ट्रेशन खुला रहेगा। रजिस्ट्रेशन का तरीका पहले जैसा ही होगा। उम्मीदवार अपने आधार कार्ड और 10वीं के सर्टिफिकेट से रजिस्टर हो सकता है। पारदर्शिता के लिए भारतीय सेना कॉवेबसाइट से लिंक किया गया है।	[1349, 876, 1534, 1029]
sihora-headline-2: कैसे जुटे भीड़, जिपं अध्यक्ष से शिकायत	[58, 1883, 547, 1922]
